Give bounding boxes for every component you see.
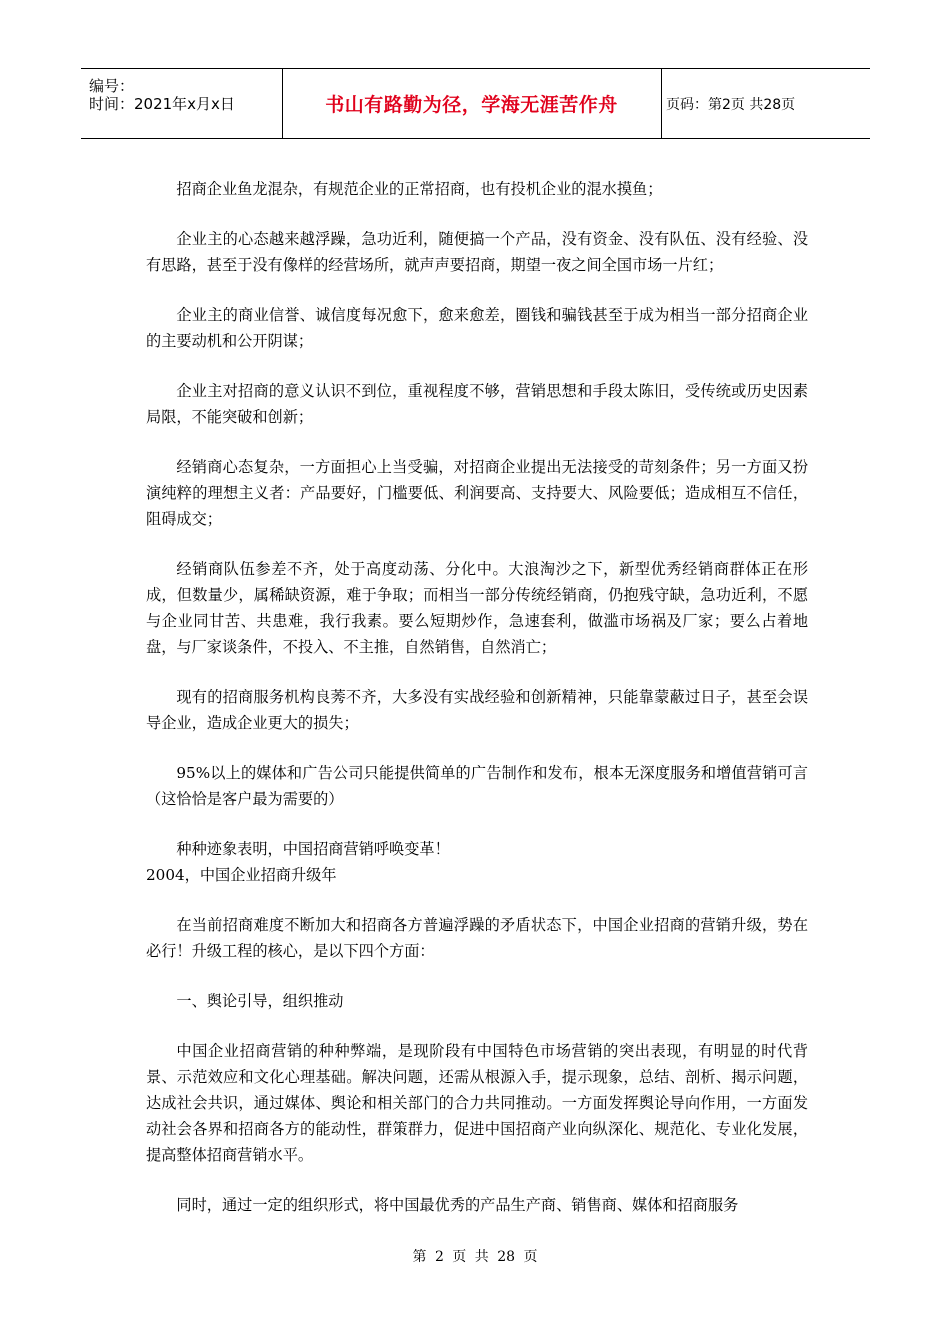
page-header: [81, 68, 870, 139]
paragraph: 企业主对招商的意义认识不到位，重视程度不够，营销思想和手段太陈旧，受传统或历史因素局限，不能突破和创新；: [146, 382, 808, 426]
subsection-heading: 一、舆论引导，组织推动: [176, 992, 344, 1010]
header-motto: 书山有路勤为径，学海无涯苦作舟: [325, 94, 618, 116]
header-meta: [81, 69, 282, 138]
paragraph: 经销商队伍参差不齐，处于高度动荡、分化中。大浪淘沙之下，新型优秀经销商群体正在形成，但数量少，属稀缺资源，难于争取；而相当一部分传统经销商，仍抱残守缺，急功近利，不愿与企业同甘苦、共患难，我行我素。要么短期炒作，急速套利，做滥市场祸及厂家；要么占着地盘，与厂家谈条件，不投入、不主推，自然销售，自然消亡；: [146, 560, 808, 656]
paragraph: 企业主的心态越来越浮躁，急功近利，随便搞一个产品，没有资金、没有队伍、没有经验、没有思路，甚至于没有像样的经营场所，就声声要招商，期望一夜之间全国市场一片红；: [146, 230, 808, 274]
document-body: [146, 176, 808, 1242]
header-page-info: 页码：第2页 共28页: [666, 96, 796, 113]
paragraph: 经销商心态复杂，一方面担心上当受骗，对招商企业提出无法接受的苛刻条件；另一方面又扮演纯粹的理想主义者：产品要好，门槛要低、利润要高、支持要大、风险要低；造成相互不信任，阻碍成交；: [146, 458, 808, 528]
paragraph: 招商企业鱼龙混杂，有规范企业的正常招商，也有投机企业的混水摸鱼；: [176, 180, 663, 198]
paragraph: 中国企业招商营销的种种弊端，是现阶段有中国特色市场营销的突出表现，有明显的时代背景、示范效应和文化心理基础。解决问题，还需从根源入手，提示现象，总结、剖析、揭示问题，达成社会共识，通过媒体、舆论和相关部门的合力共同推动。一方面发挥舆论导向作用，一方面发动社会各界和招商各方的能动性，群策群力，促进中国招商产业向纵深化、规范化、专业化发展，提高整体招商营销水平。: [146, 1042, 808, 1164]
paragraph: 企业主的商业信誉、诚信度每况愈下，愈来愈差，圈钱和骗钱甚至于成为相当一部分招商企业的主要动机和公开阴谋；: [146, 306, 808, 350]
paragraph: 现有的招商服务机构良莠不齐，大多没有实战经验和创新精神，只能靠蒙蔽过日子，甚至会误导企业，造成企业更大的损失；: [146, 688, 808, 732]
paragraph: 种种迹象表明，中国招商营销呼唤变革！: [176, 840, 450, 858]
paragraph: 在当前招商难度不断加大和招商各方普遍浮躁的矛盾状态下，中国企业招商的营销升级，势在必行！升级工程的核心，是以下四个方面：: [146, 916, 808, 960]
paragraph: 同时，通过一定的组织形式，将中国最优秀的产品生产商、销售商、媒体和招商服务: [176, 1196, 739, 1214]
page-footer: 第 2 页 共 28 页: [412, 1249, 538, 1265]
document-date: 时间：2021年x月x日: [89, 95, 235, 113]
paragraph: 95%以上的媒体和广告公司只能提供简单的广告制作和发布，根本无深度服务和增值营销可言（这恰恰是客户最为需要的）: [146, 764, 808, 808]
document-number-label: 编号：: [89, 77, 135, 95]
section-heading: 2004，中国企业招商升级年: [146, 866, 337, 884]
